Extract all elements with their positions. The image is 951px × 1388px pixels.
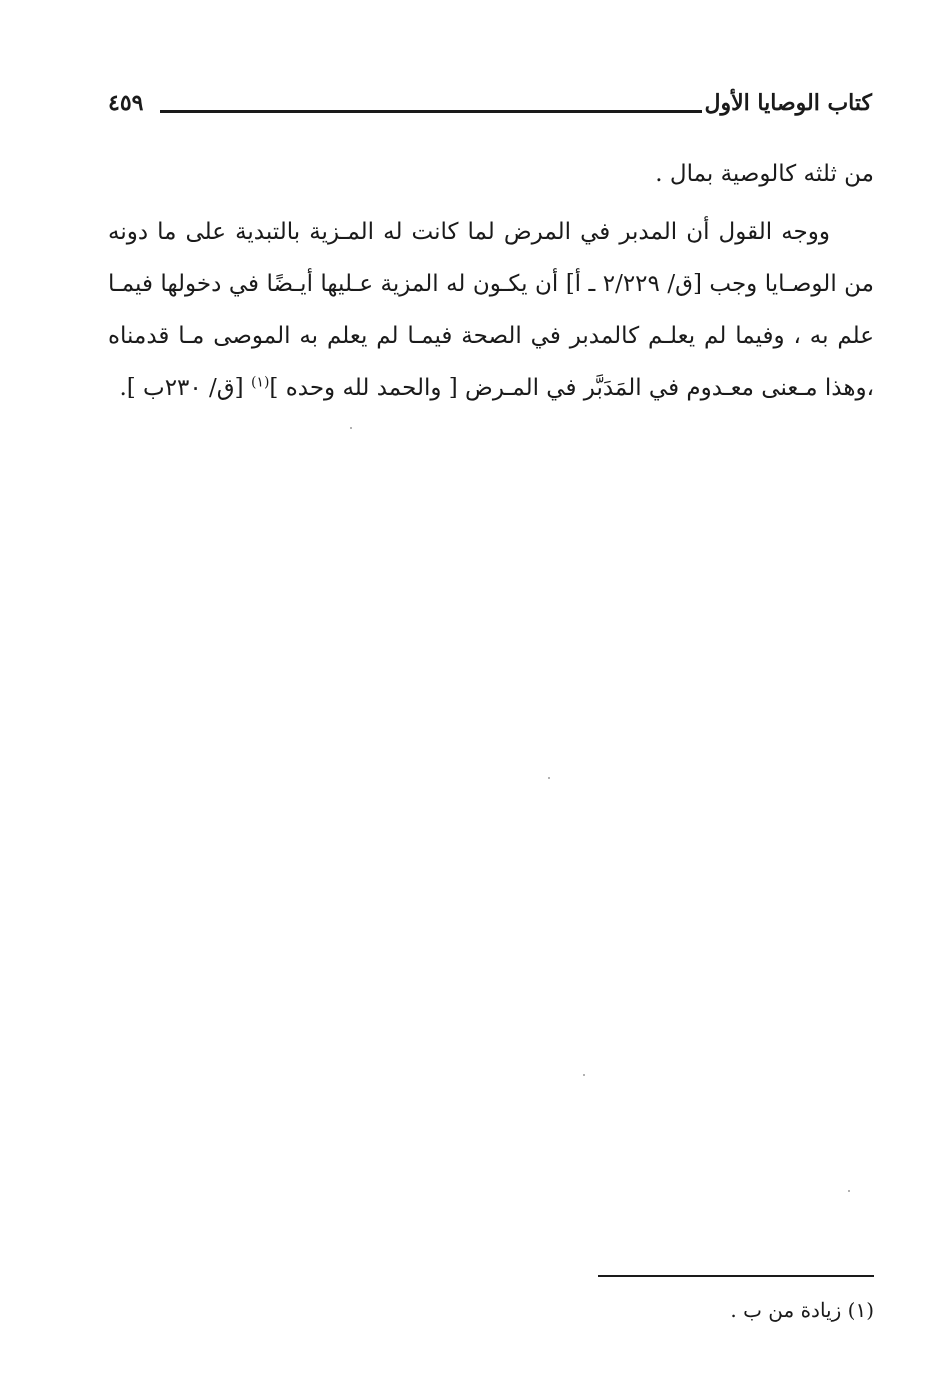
footnote-1: (١) زيادة من ب . xyxy=(730,1298,874,1322)
scan-speck xyxy=(848,1190,850,1192)
paragraph-2 xyxy=(108,206,874,414)
paragraph-2-text: ووجه القول أن المدبر في المرض لما كانت له المـزية بالتبدية على ما دونه من الوصـايا وجب [ق/ ٢/٢٢٩ ـ أ] أن يكـون له المزية عـليها أيـضًا في دخولها فيمـا علم به ، وفيما لم يعلـم كالمدبر في الصحة فيمـا لم يعلم به الموصى مـا قدمناه ،وهذا مـعنى معـدوم في المَدَبَّر في المـرض [ والحمد لله وحده ] xyxy=(108,219,874,401)
page-number: ٤٥٩ xyxy=(108,90,144,116)
paragraph-1: من ثلثه كالوصية بمال . xyxy=(655,161,874,187)
running-head-rule xyxy=(160,110,702,113)
scan-speck xyxy=(350,427,352,429)
paragraph-2-end: [ق/ ٢٣٠ب ]. xyxy=(119,375,251,401)
body-text xyxy=(108,148,874,414)
scan-speck xyxy=(548,777,550,779)
running-head-title: كتاب الوصايا الأول xyxy=(704,90,872,116)
footnote-rule xyxy=(598,1275,874,1277)
scan-speck xyxy=(583,1074,585,1076)
running-head xyxy=(108,88,872,128)
footnote-reference: (١) xyxy=(250,374,270,391)
